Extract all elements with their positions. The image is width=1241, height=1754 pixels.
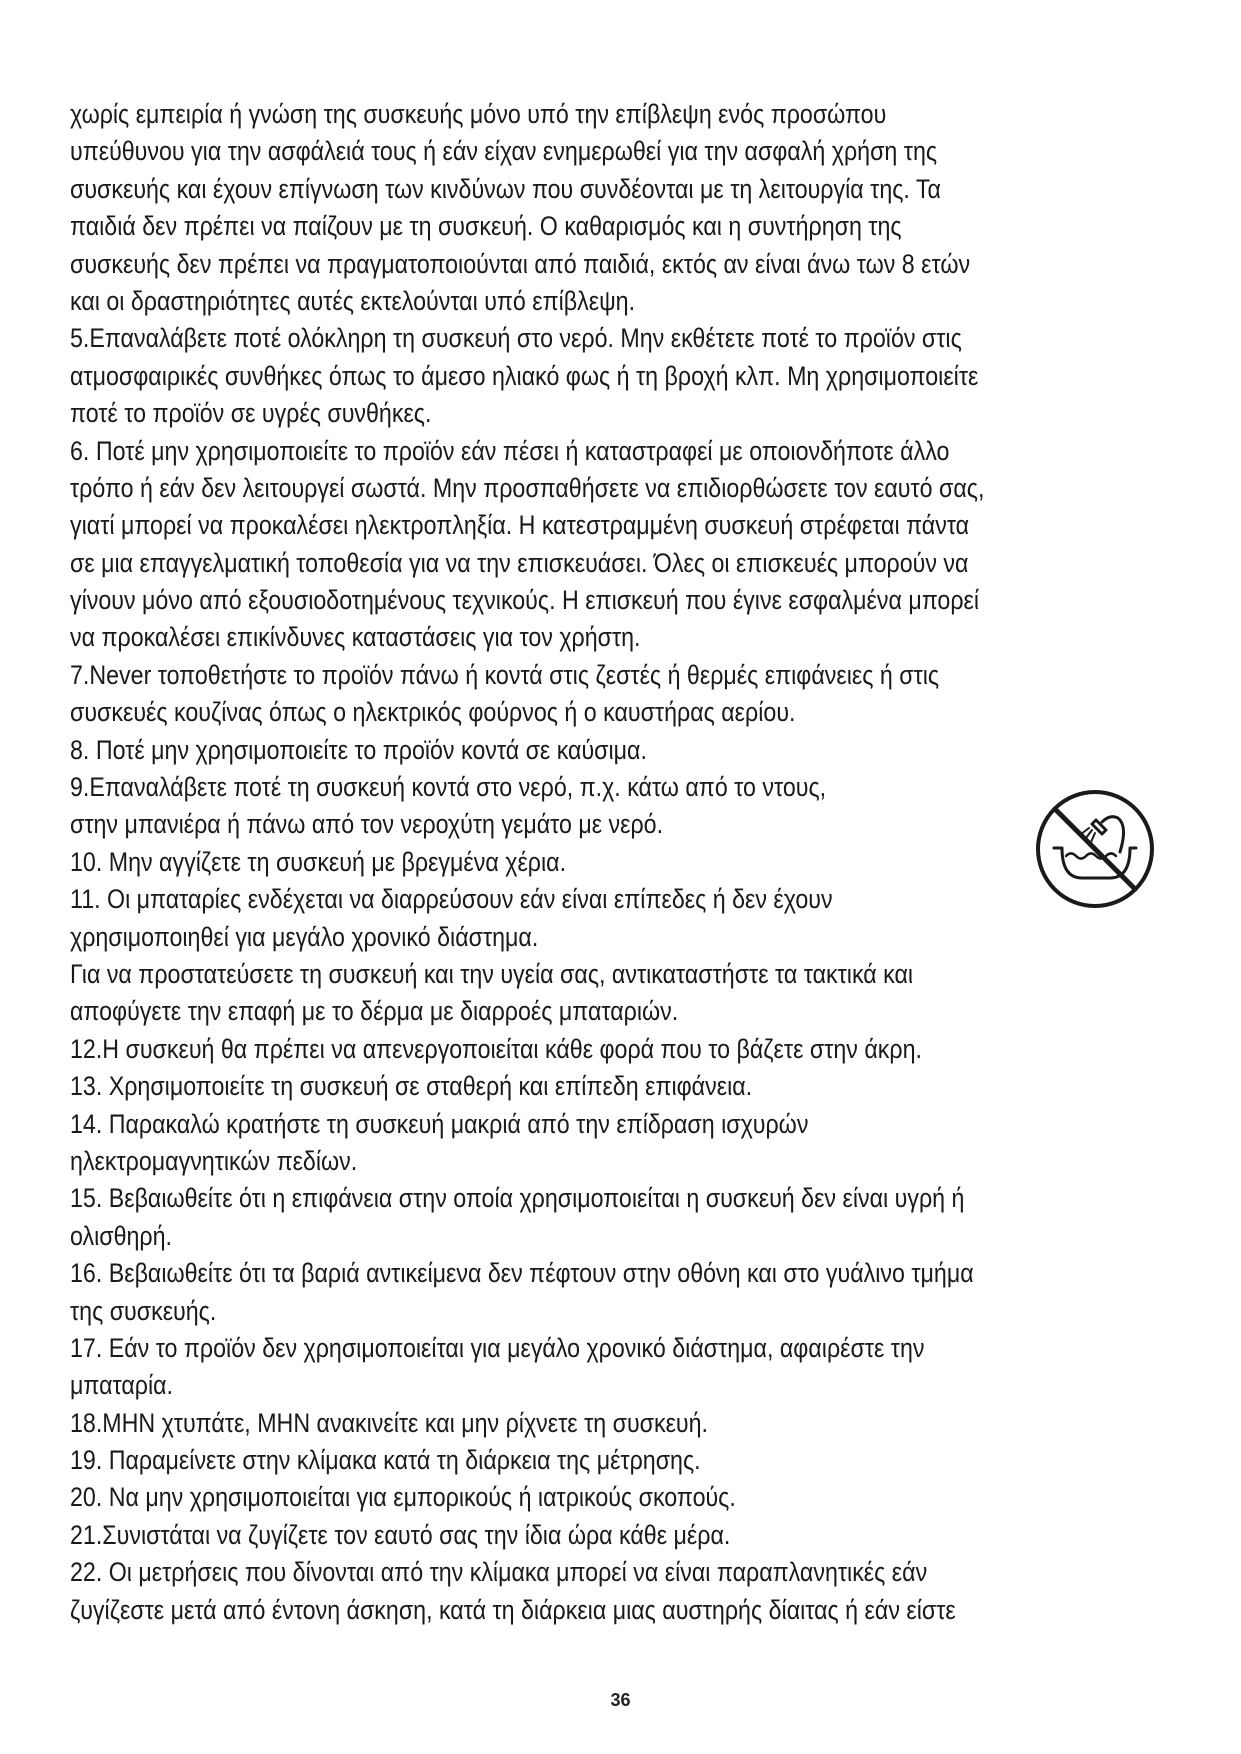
text-line: μπαταρία. xyxy=(70,1370,174,1401)
text-line: αποφύγετε την επαφή με το δέρμα με διαρροές μπαταριών. xyxy=(70,996,679,1027)
text-line: 19. Παραμείνετε στην κλίμακα κατά τη διάρκεια της μέτρησης. xyxy=(70,1445,701,1476)
text-line: 11. Οι μπαταρίες ενδέχεται να διαρρεύσουν εάν είναι επίπεδες ή δεν έχουν xyxy=(70,884,833,915)
text-line: χρησιμοποιηθεί για μεγάλο χρονικό διάστημα. xyxy=(70,921,539,952)
text-line: συσκευής δεν πρέπει να πραγματοποιούνται από παιδιά, εκτός αν είναι άνω των 8 ετών xyxy=(70,248,971,279)
text-line: 20. Να μην χρησιμοποιείται για εμπορικούς ή ιατρικούς σκοπούς. xyxy=(70,1482,736,1513)
text-line: 18.ΜΗΝ χτυπάτε, ΜΗΝ ανακινείτε και μην ρίχνετε τη συσκευή. xyxy=(70,1407,708,1438)
text-line: 9.Επαναλάβετε ποτέ τη συσκευή κοντά στο νερό, π.χ. κάτω από το ντους, xyxy=(70,772,827,803)
text-line: 7.Never τοποθετήστε το προϊόν πάνω ή κοντά στις ζεστές ή θερμές επιφάνειες ή στις xyxy=(70,659,940,690)
text-line: ολισθηρή. xyxy=(70,1220,172,1251)
text-line: και οι δραστηριότητες αυτές εκτελούνται υπό επίβλεψη. xyxy=(70,285,636,316)
text-line: σε μια επαγγελματική τοποθεσία για να την επισκευάσει. Όλες οι επισκευές μπορούν να xyxy=(70,547,969,578)
text-line: 17. Εάν το προϊόν δεν χρησιμοποιείται για μεγάλο χρονικό διάστημα, αφαιρέστε την xyxy=(70,1332,925,1363)
text-line: συσκευές κουζίνας όπως ο ηλεκτρικός φούρνος ή ο καυστήρας αερίου. xyxy=(70,697,796,728)
page-number: 36 xyxy=(610,1690,631,1710)
text-line: 16. Βεβαιωθείτε ότι τα βαριά αντικείμενα δεν πέφτουν στην οθόνη και στο γυάλινο τμήμα xyxy=(70,1258,974,1289)
text-line: υπεύθυνου για την ασφάλειά τους ή εάν είχαν ενημερωθεί για την ασφαλή χρήση της xyxy=(70,136,938,167)
text-line: 21.Συνιστάται να ζυγίζετε τον εαυτό σας την ίδια ώρα κάθε μέρα. xyxy=(70,1519,731,1550)
text-line: να προκαλέσει επικίνδυνες καταστάσεις για τον χρήστη. xyxy=(70,622,641,653)
text-line: 10. Μην αγγίζετε τη συσκευή με βρεγμένα χέρια. xyxy=(70,846,567,877)
document-body xyxy=(70,96,1180,1629)
text-line: Για να προστατεύσετε τη συσκευή και την υγεία σας, αντικαταστήστε τα τακτικά και xyxy=(70,958,914,989)
text-line: χωρίς εμπειρία ή γνώση της συσκευής μόνο υπό την επίβλεψη ενός προσώπου xyxy=(70,99,887,129)
text-line: τρόπο ή εάν δεν λειτουργεί σωστά. Μην προσπαθήσετε να επιδιορθώσετε τον εαυτό σας, xyxy=(70,472,985,503)
text-line: 14. Παρακαλώ κρατήστε τη συσκευή μακριά από την επίδραση ισχυρών xyxy=(70,1108,809,1139)
text-line: γιατί μπορεί να προκαλέσει ηλεκτροπληξία. Η κατεστραμμένη συσκευή στρέφεται πάντα xyxy=(70,510,970,541)
text-line: 12.Η συσκευή θα πρέπει να απενεργοποιείται κάθε φορά που το βάζετε στην άκρη. xyxy=(70,1033,922,1064)
text-line: της συσκευής. xyxy=(70,1295,217,1326)
text-line: 22. Οι μετρήσεις που δίνονται από την κλίμακα μπορεί να είναι παραπλανητικές εάν xyxy=(70,1557,928,1588)
text-line: 15. Βεβαιωθείτε ότι η επιφάνεια στην οποία χρησιμοποιείται η συσκευή δεν είναι υγρή ή xyxy=(70,1183,965,1214)
text-line: στην μπανιέρα ή πάνω από τον νεροχύτη γεμάτο με νερό. xyxy=(70,809,664,840)
text-line: 8. Ποτέ μην χρησιμοποιείτε το προϊόν κοντά σε καύσιμα. xyxy=(70,734,647,765)
text-line: γίνουν μόνο από εξουσιοδοτημένους τεχνικούς. Η επισκευή που έγινε εσφαλμένα μπορεί xyxy=(70,585,980,616)
text-line: 13. Χρησιμοποιείτε τη συσκευή σε σταθερή και επίπεδη επιφάνεια. xyxy=(70,1071,753,1102)
text-line: ατμοσφαιρικές συνθήκες όπως το άμεσο ηλιακό φως ή τη βροχή κλπ. Μη χρησιμοποιείτε xyxy=(70,360,979,391)
text-line: συσκευής και έχουν επίγνωση των κινδύνων που συνδέονται με τη λειτουργία της. Τα xyxy=(70,173,941,204)
text-line: ποτέ το προϊόν σε υγρές συνθήκες. xyxy=(70,398,432,429)
text-line: 5.Επαναλάβετε ποτέ ολόκληρη τη συσκευή στο νερό. Μην εκθέτετε ποτέ το προϊόν στις xyxy=(70,323,962,354)
text-line: 6. Ποτέ μην χρησιμοποιείτε το προϊόν εάν πέσει ή καταστραφεί με οποιονδήποτε άλλο xyxy=(70,435,950,466)
text-line: παιδιά δεν πρέπει να παίζουν με τη συσκευή. Ο καθαρισμός και η συντήρηση της xyxy=(70,211,902,242)
text-line: ηλεκτρομαγνητικών πεδίων. xyxy=(70,1145,358,1176)
text-line: ζυγίζεστε μετά από έντονη άσκηση, κατά τη διάρκεια μιας αυστηρής δίαιτας ή εάν είστε xyxy=(70,1594,956,1625)
no-water-shower-bathtub-icon xyxy=(1032,786,1158,912)
